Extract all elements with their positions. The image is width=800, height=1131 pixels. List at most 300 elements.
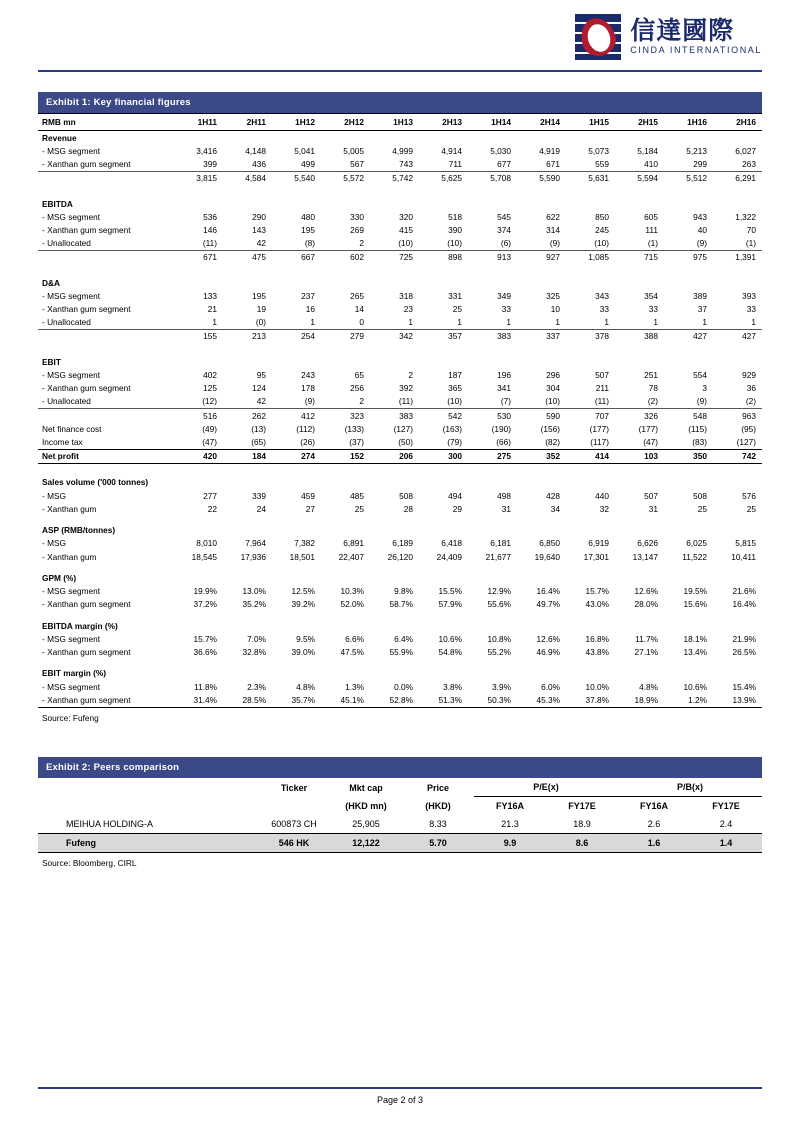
- row-value: 5,030: [490, 145, 511, 156]
- fin-col-1h11: 1H11: [174, 114, 223, 131]
- logo-text-cn: 信達國際: [630, 16, 735, 46]
- table-row: [38, 550, 762, 563]
- row-value: 195: [252, 290, 266, 301]
- row-value: [566, 264, 615, 276]
- row-value: 365: [448, 383, 462, 394]
- row-value: 274: [272, 449, 321, 463]
- row-value: [272, 276, 321, 289]
- row-value: 357: [419, 329, 468, 343]
- row-value: 5,512: [664, 171, 713, 185]
- row-label: Net profit: [38, 449, 174, 463]
- table-row: [38, 185, 762, 197]
- row-value: [272, 264, 321, 276]
- peers-row: [38, 815, 762, 834]
- row-value: 6,181: [490, 538, 511, 549]
- table-row: [38, 571, 762, 584]
- table-row: [38, 343, 762, 355]
- peer-price: 8.33: [429, 819, 447, 830]
- row-value: (1): [647, 238, 658, 249]
- row-value: 9.8%: [394, 586, 413, 597]
- table-row: [38, 435, 762, 449]
- table-row: [38, 422, 762, 435]
- row-label: [38, 250, 174, 264]
- row-value: 929: [742, 369, 756, 380]
- row-value: (12): [202, 396, 217, 407]
- row-value: 37.8%: [585, 694, 609, 705]
- peers-col-pb: P/B(x): [618, 778, 762, 797]
- row-value: [223, 667, 272, 680]
- peer-pb-fy16: 2.6: [647, 819, 661, 830]
- row-value: [321, 524, 370, 537]
- row-value: [174, 476, 223, 489]
- row-value: 420: [174, 449, 223, 463]
- row-label: [38, 611, 174, 619]
- row-value: [566, 571, 615, 584]
- row-value: 2: [359, 396, 364, 407]
- logo-text-en: CINDA INTERNATIONAL: [630, 45, 762, 56]
- table-row: [38, 157, 762, 171]
- fin-col-1h15: 1H15: [566, 114, 615, 131]
- row-value: 300: [419, 449, 468, 463]
- row-value: 21.6%: [732, 586, 756, 597]
- row-value: [713, 619, 762, 632]
- row-value: 25: [452, 304, 462, 315]
- row-value: (9): [696, 238, 707, 249]
- row-value: [713, 355, 762, 368]
- row-value: [272, 343, 321, 355]
- row-value: 545: [497, 211, 511, 222]
- row-value: [370, 276, 419, 289]
- row-value: 508: [693, 490, 707, 501]
- row-value: 10.6%: [683, 681, 707, 692]
- row-value: [370, 667, 419, 680]
- row-value: 7.0%: [247, 633, 266, 644]
- row-value: 5,590: [517, 171, 566, 185]
- row-value: 963: [713, 408, 762, 422]
- table-row: [38, 171, 762, 185]
- row-value: 5,213: [686, 145, 707, 156]
- row-value: 6,626: [637, 538, 658, 549]
- row-label: Sales volume ('000 tonnes): [42, 477, 149, 488]
- row-label: - Xanthan gum segment: [42, 383, 131, 394]
- row-value: 21: [207, 304, 217, 315]
- row-value: 12.9%: [487, 586, 511, 597]
- row-value: 383: [468, 329, 517, 343]
- peers-col-pe: P/E(x): [474, 778, 618, 797]
- row-value: 35.7%: [291, 694, 315, 705]
- row-value: [174, 515, 223, 523]
- table-row: [38, 395, 762, 409]
- row-value: [321, 185, 370, 197]
- row-value: 6,025: [686, 538, 707, 549]
- exhibit2-title: Exhibit 2: Peers comparison: [38, 757, 762, 778]
- row-value: [370, 131, 419, 145]
- row-value: 3,416: [196, 145, 217, 156]
- row-value: [272, 185, 321, 197]
- row-value: [419, 659, 468, 667]
- row-value: 459: [301, 490, 315, 501]
- row-value: [517, 515, 566, 523]
- peers-col-name: [38, 778, 258, 797]
- row-value: [713, 476, 762, 489]
- row-value: 15.7%: [193, 633, 217, 644]
- row-value: [468, 515, 517, 523]
- row-value: 263: [742, 158, 756, 169]
- row-value: (9): [304, 396, 315, 407]
- row-value: [664, 197, 713, 210]
- peers-unit-price: (HKD): [425, 801, 451, 812]
- row-value: [223, 563, 272, 571]
- table-row: [38, 355, 762, 368]
- table-row: [38, 408, 762, 422]
- row-value: (11): [202, 238, 217, 249]
- row-value: 1: [653, 317, 658, 328]
- row-value: 927: [517, 250, 566, 264]
- row-value: 36.6%: [193, 647, 217, 658]
- row-value: [272, 619, 321, 632]
- row-value: [419, 463, 468, 476]
- page-header: [38, 0, 762, 72]
- row-value: 43.0%: [585, 599, 609, 610]
- table-row: [38, 463, 762, 476]
- row-value: (26): [300, 436, 315, 447]
- row-value: [517, 264, 566, 276]
- row-value: [664, 563, 713, 571]
- row-value: [615, 197, 664, 210]
- peers-table-body: [38, 815, 762, 853]
- row-value: 485: [350, 490, 364, 501]
- row-value: [566, 524, 615, 537]
- row-label: - MSG segment: [42, 211, 101, 222]
- row-value: 6,291: [713, 171, 762, 185]
- row-value: 6,850: [539, 538, 560, 549]
- row-value: 32: [599, 503, 609, 514]
- row-value: 383: [370, 408, 419, 422]
- row-value: 339: [252, 490, 266, 501]
- fin-col-2h12: 2H12: [321, 114, 370, 131]
- row-value: [272, 563, 321, 571]
- row-value: 6,027: [735, 145, 756, 156]
- table-row: [38, 537, 762, 550]
- row-value: (10): [447, 238, 462, 249]
- row-value: [321, 611, 370, 619]
- row-value: 28.0%: [634, 599, 658, 610]
- row-value: 337: [517, 329, 566, 343]
- fin-col-2h14: 2H14: [517, 114, 566, 131]
- row-value: 0: [359, 317, 364, 328]
- row-value: 374: [497, 224, 511, 235]
- peer-pb-fy16: 1.6: [618, 834, 690, 853]
- row-value: [223, 611, 272, 619]
- row-value: 388: [615, 329, 664, 343]
- row-value: [713, 667, 762, 680]
- row-value: [664, 355, 713, 368]
- row-value: 17,936: [240, 551, 266, 562]
- row-label: - Xanthan gum segment: [42, 694, 131, 705]
- row-value: [664, 611, 713, 619]
- row-value: 725: [370, 250, 419, 264]
- row-value: [615, 619, 664, 632]
- row-value: 2: [359, 238, 364, 249]
- row-value: 103: [615, 449, 664, 463]
- row-value: [566, 355, 615, 368]
- row-value: [713, 524, 762, 537]
- row-value: 4,148: [245, 145, 266, 156]
- row-value: 5,041: [294, 145, 315, 156]
- row-value: 975: [664, 250, 713, 264]
- row-value: 1: [212, 317, 217, 328]
- table-row: [38, 368, 762, 381]
- table-row: [38, 515, 762, 523]
- row-value: 4,584: [223, 171, 272, 185]
- row-value: 0.0%: [394, 681, 413, 692]
- row-value: 667: [272, 250, 321, 264]
- row-value: [321, 659, 370, 667]
- row-value: [566, 667, 615, 680]
- row-value: [419, 343, 468, 355]
- row-value: 507: [595, 369, 609, 380]
- table-row: [38, 449, 762, 463]
- row-value: 412: [272, 408, 321, 422]
- row-value: 2.3%: [247, 681, 266, 692]
- row-value: 743: [399, 158, 413, 169]
- row-value: 213: [223, 329, 272, 343]
- row-value: 7,964: [245, 538, 266, 549]
- row-value: 913: [468, 250, 517, 264]
- row-value: [370, 571, 419, 584]
- row-value: 1: [506, 317, 511, 328]
- row-value: [517, 659, 566, 667]
- row-value: [517, 185, 566, 197]
- row-value: [713, 571, 762, 584]
- peer-pe-fy17: 8.6: [546, 834, 618, 853]
- row-value: [566, 463, 615, 476]
- row-value: 542: [419, 408, 468, 422]
- row-value: [174, 619, 223, 632]
- cinda-logo-icon: [575, 14, 622, 60]
- row-value: 125: [203, 383, 217, 394]
- row-value: 11.8%: [194, 681, 217, 692]
- row-value: 33: [746, 304, 756, 315]
- row-value: 15.5%: [438, 586, 462, 597]
- row-label: - Xanthan gum: [42, 551, 97, 562]
- row-value: 5,572: [321, 171, 370, 185]
- row-value: 1: [408, 317, 413, 328]
- row-value: 37: [697, 304, 707, 315]
- row-value: (9): [549, 238, 560, 249]
- row-value: 6,189: [392, 538, 413, 549]
- row-value: (177): [589, 423, 609, 434]
- exhibit2-source: Source: Bloomberg, CIRL: [42, 858, 137, 869]
- row-value: [419, 515, 468, 523]
- row-value: 58.7%: [389, 599, 413, 610]
- row-value: 6,919: [588, 538, 609, 549]
- row-value: 6.0%: [541, 681, 560, 692]
- row-value: [713, 264, 762, 276]
- row-value: (190): [491, 423, 511, 434]
- row-value: 33: [599, 304, 609, 315]
- row-value: 393: [742, 290, 756, 301]
- row-value: [370, 476, 419, 489]
- row-value: 567: [350, 158, 364, 169]
- row-value: (50): [398, 436, 413, 447]
- row-label: Revenue: [42, 132, 77, 143]
- row-value: 256: [350, 383, 364, 394]
- row-value: 1: [702, 317, 707, 328]
- row-value: 5,708: [468, 171, 517, 185]
- row-value: 16.4%: [732, 599, 756, 610]
- row-value: [370, 463, 419, 476]
- row-value: [468, 343, 517, 355]
- row-value: 111: [645, 224, 658, 235]
- row-value: 18,545: [191, 551, 217, 562]
- row-value: 25: [697, 503, 707, 514]
- row-value: 42: [256, 238, 266, 249]
- row-value: [174, 563, 223, 571]
- row-value: 12.5%: [291, 586, 315, 597]
- table-row: [38, 693, 762, 706]
- peers-col-mktcap: Mkt cap: [349, 782, 383, 793]
- row-value: [713, 563, 762, 571]
- row-value: 352: [517, 449, 566, 463]
- row-value: 494: [448, 490, 462, 501]
- row-value: [272, 524, 321, 537]
- row-value: [370, 515, 419, 523]
- row-value: [615, 343, 664, 355]
- row-value: [468, 667, 517, 680]
- row-label: - Xanthan gum segment: [42, 304, 131, 315]
- row-value: [517, 667, 566, 680]
- row-value: 45.3%: [536, 694, 560, 705]
- row-value: 414: [566, 449, 615, 463]
- row-value: 943: [693, 211, 707, 222]
- row-value: [272, 667, 321, 680]
- row-value: [370, 659, 419, 667]
- row-value: [566, 659, 615, 667]
- row-value: [174, 131, 223, 145]
- row-value: 254: [272, 329, 321, 343]
- row-value: 1.3%: [345, 681, 364, 692]
- fin-col-label: RMB mn: [38, 114, 174, 131]
- peer-pe-fy16: 9.9: [474, 834, 546, 853]
- row-value: [615, 355, 664, 368]
- row-label: - Xanthan gum segment: [42, 224, 131, 235]
- row-value: 318: [399, 290, 413, 301]
- row-value: 590: [517, 408, 566, 422]
- row-value: [419, 667, 468, 680]
- row-value: [223, 515, 272, 523]
- row-label: D&A: [42, 277, 60, 288]
- row-value: 671: [546, 158, 560, 169]
- row-value: 16.8%: [585, 633, 609, 644]
- peer-ticker: 600873 CH: [271, 819, 317, 830]
- row-value: 28.5%: [242, 694, 266, 705]
- row-value: 342: [370, 329, 419, 343]
- row-value: 19.9%: [193, 586, 217, 597]
- table-row: [38, 667, 762, 680]
- row-value: [713, 197, 762, 210]
- row-value: 1: [751, 317, 756, 328]
- row-value: 516: [174, 408, 223, 422]
- row-value: [713, 611, 762, 619]
- peers-subcol-pb-fy16: FY16A: [639, 801, 668, 812]
- row-value: (9): [696, 396, 707, 407]
- row-value: 6,418: [441, 538, 462, 549]
- row-value: 11,522: [682, 551, 707, 562]
- row-value: 4.8%: [639, 681, 658, 692]
- row-value: 28: [403, 503, 413, 514]
- peers-subcol-pe-fy17: FY17E: [568, 801, 596, 812]
- row-value: [517, 563, 566, 571]
- row-label: [38, 563, 174, 571]
- row-value: (1): [745, 238, 756, 249]
- row-value: 5,631: [566, 171, 615, 185]
- row-value: [321, 571, 370, 584]
- row-value: [468, 659, 517, 667]
- row-value: 1: [604, 317, 609, 328]
- row-value: 341: [497, 383, 511, 394]
- row-label: - Unallocated: [42, 238, 91, 249]
- row-value: [615, 524, 664, 537]
- row-value: [419, 619, 468, 632]
- row-value: 23: [403, 304, 413, 315]
- table-row: [38, 144, 762, 157]
- row-value: 559: [595, 158, 609, 169]
- row-value: 10: [550, 304, 560, 315]
- peers-comparison-table: [38, 778, 762, 853]
- row-value: [174, 667, 223, 680]
- row-value: 399: [203, 158, 217, 169]
- row-value: 133: [203, 290, 217, 301]
- row-value: [468, 185, 517, 197]
- row-value: 33: [501, 304, 511, 315]
- row-label: - MSG segment: [42, 145, 101, 156]
- row-value: 4,919: [539, 145, 560, 156]
- row-value: 262: [223, 408, 272, 422]
- row-value: (47): [202, 436, 217, 447]
- peers-subcol-pe-fy16: FY16A: [495, 801, 524, 812]
- row-value: 392: [399, 383, 413, 394]
- row-value: 299: [693, 158, 707, 169]
- peer-pb-fy17: 1.4: [690, 834, 762, 853]
- page-footer: [38, 1087, 762, 1105]
- peer-ticker: 546 HK: [258, 834, 330, 853]
- row-value: 42: [256, 396, 266, 407]
- row-value: [419, 276, 468, 289]
- row-label: EBITDA: [42, 198, 73, 209]
- row-value: [321, 276, 370, 289]
- row-value: [223, 524, 272, 537]
- row-value: (177): [638, 423, 658, 434]
- row-label: - Xanthan gum segment: [42, 599, 131, 610]
- row-value: 275: [468, 449, 517, 463]
- row-value: 6.4%: [394, 633, 413, 644]
- peer-price: 5.70: [402, 834, 474, 853]
- row-value: 22,407: [338, 551, 364, 562]
- table-row: [38, 659, 762, 667]
- row-value: (11): [398, 396, 413, 407]
- row-value: [174, 571, 223, 584]
- row-value: 5,540: [272, 171, 321, 185]
- row-value: [174, 355, 223, 368]
- row-value: [272, 476, 321, 489]
- row-value: [566, 611, 615, 619]
- row-value: 21.9%: [732, 633, 756, 644]
- row-value: 26.5%: [732, 647, 756, 658]
- row-value: [321, 476, 370, 489]
- row-value: [419, 611, 468, 619]
- table-row: [38, 250, 762, 264]
